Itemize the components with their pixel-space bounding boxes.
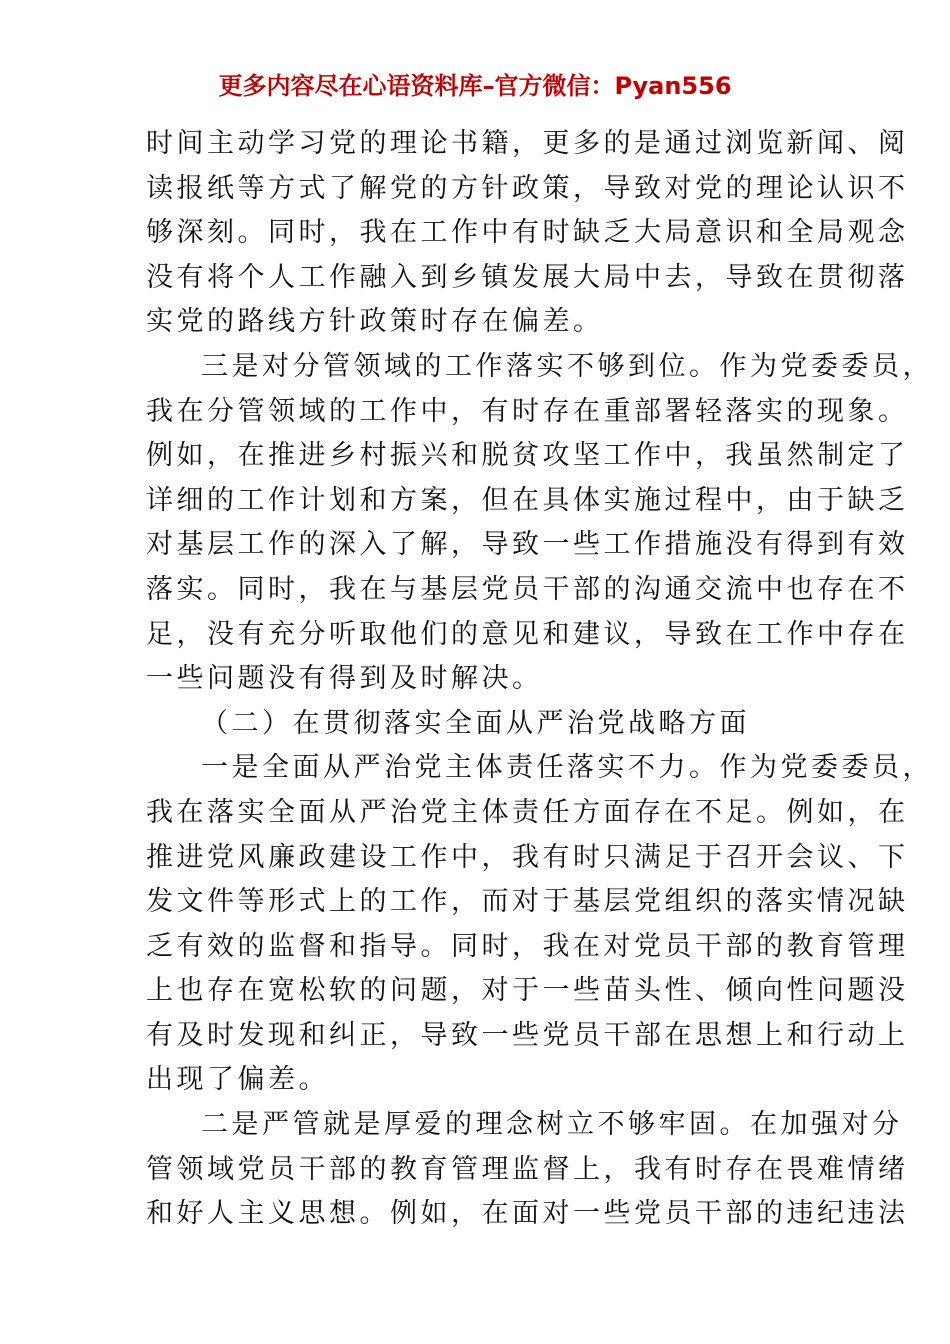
paragraph-start-line: 二是严管就是厚爱的理念树立不够牢固。在加强对分 — [201, 1109, 903, 1141]
paragraph-start-line: 一是全面从严治党主体责任落实不力。作为党委委员， — [201, 752, 933, 784]
text-line: 读报纸等方式了解党的方针政策，导致对党的理论认识不 — [146, 172, 909, 204]
text-line: 和好人主义思想。例如，在面对一些党员干部的违纪违法 — [146, 1198, 909, 1230]
section-heading: （二）在贯彻落实全面从严治党战略方面 — [201, 707, 750, 739]
text-line: 推进党风廉政建设工作中，我有时只满足于召开会议、下 — [146, 841, 909, 873]
text-line: 乏有效的监督和指导。同时，我在对党员干部的教育管理 — [146, 930, 909, 962]
text-line: 发文件等形式上的工作，而对于基层党组织的落实情况缺 — [146, 886, 909, 918]
text-line: 没有将个人工作融入到乡镇发展大局中去，导致在贯彻落 — [146, 261, 909, 293]
text-line: 上也存在宽松软的问题，对于一些苗头性、倾向性问题没 — [146, 975, 909, 1007]
text-line: 有及时发现和纠正，导致一些党员干部在思想上和行动上 — [146, 1019, 909, 1051]
text-line: 足，没有充分听取他们的意见和建议，导致在工作中存在 — [146, 618, 909, 650]
text-line: 例如，在推进乡村振兴和脱贫攻坚工作中，我虽然制定了 — [146, 440, 909, 472]
text-line: 对基层工作的深入了解，导致一些工作措施没有得到有效 — [146, 529, 909, 561]
document-body — [146, 122, 933, 1237]
text-line: 管领域党员干部的教育管理监督上，我有时存在畏难情绪 — [146, 1153, 909, 1185]
watermark-header: 更多内容尽在心语资料库–官方微信：Pyan556 — [218, 72, 732, 100]
text-line: 我在落实全面从严治党主体责任方面存在不足。例如，在 — [146, 796, 909, 828]
paragraph-start-line: 三是对分管领域的工作落实不够到位。作为党委委员， — [201, 350, 933, 382]
text-line: 落实。同时，我在与基层党员干部的沟通交流中也存在不 — [146, 573, 909, 605]
text-line: 够深刻。同时，我在工作中有时缺乏大局意识和全局观念 — [146, 217, 909, 249]
text-line: 时间主动学习党的理论书籍，更多的是通过浏览新闻、阅 — [146, 128, 909, 159]
text-line: 详细的工作计划和方案，但在具体实施过程中，由于缺乏 — [146, 484, 909, 516]
text-line: 实党的路线方针政策时存在偏差。 — [146, 306, 604, 338]
text-line: 出现了偏差。 — [146, 1064, 329, 1096]
text-line: 一些问题没有得到及时解决。 — [146, 663, 543, 695]
text-line: 我在分管领域的工作中，有时存在重部署轻落实的现象。 — [146, 395, 909, 427]
